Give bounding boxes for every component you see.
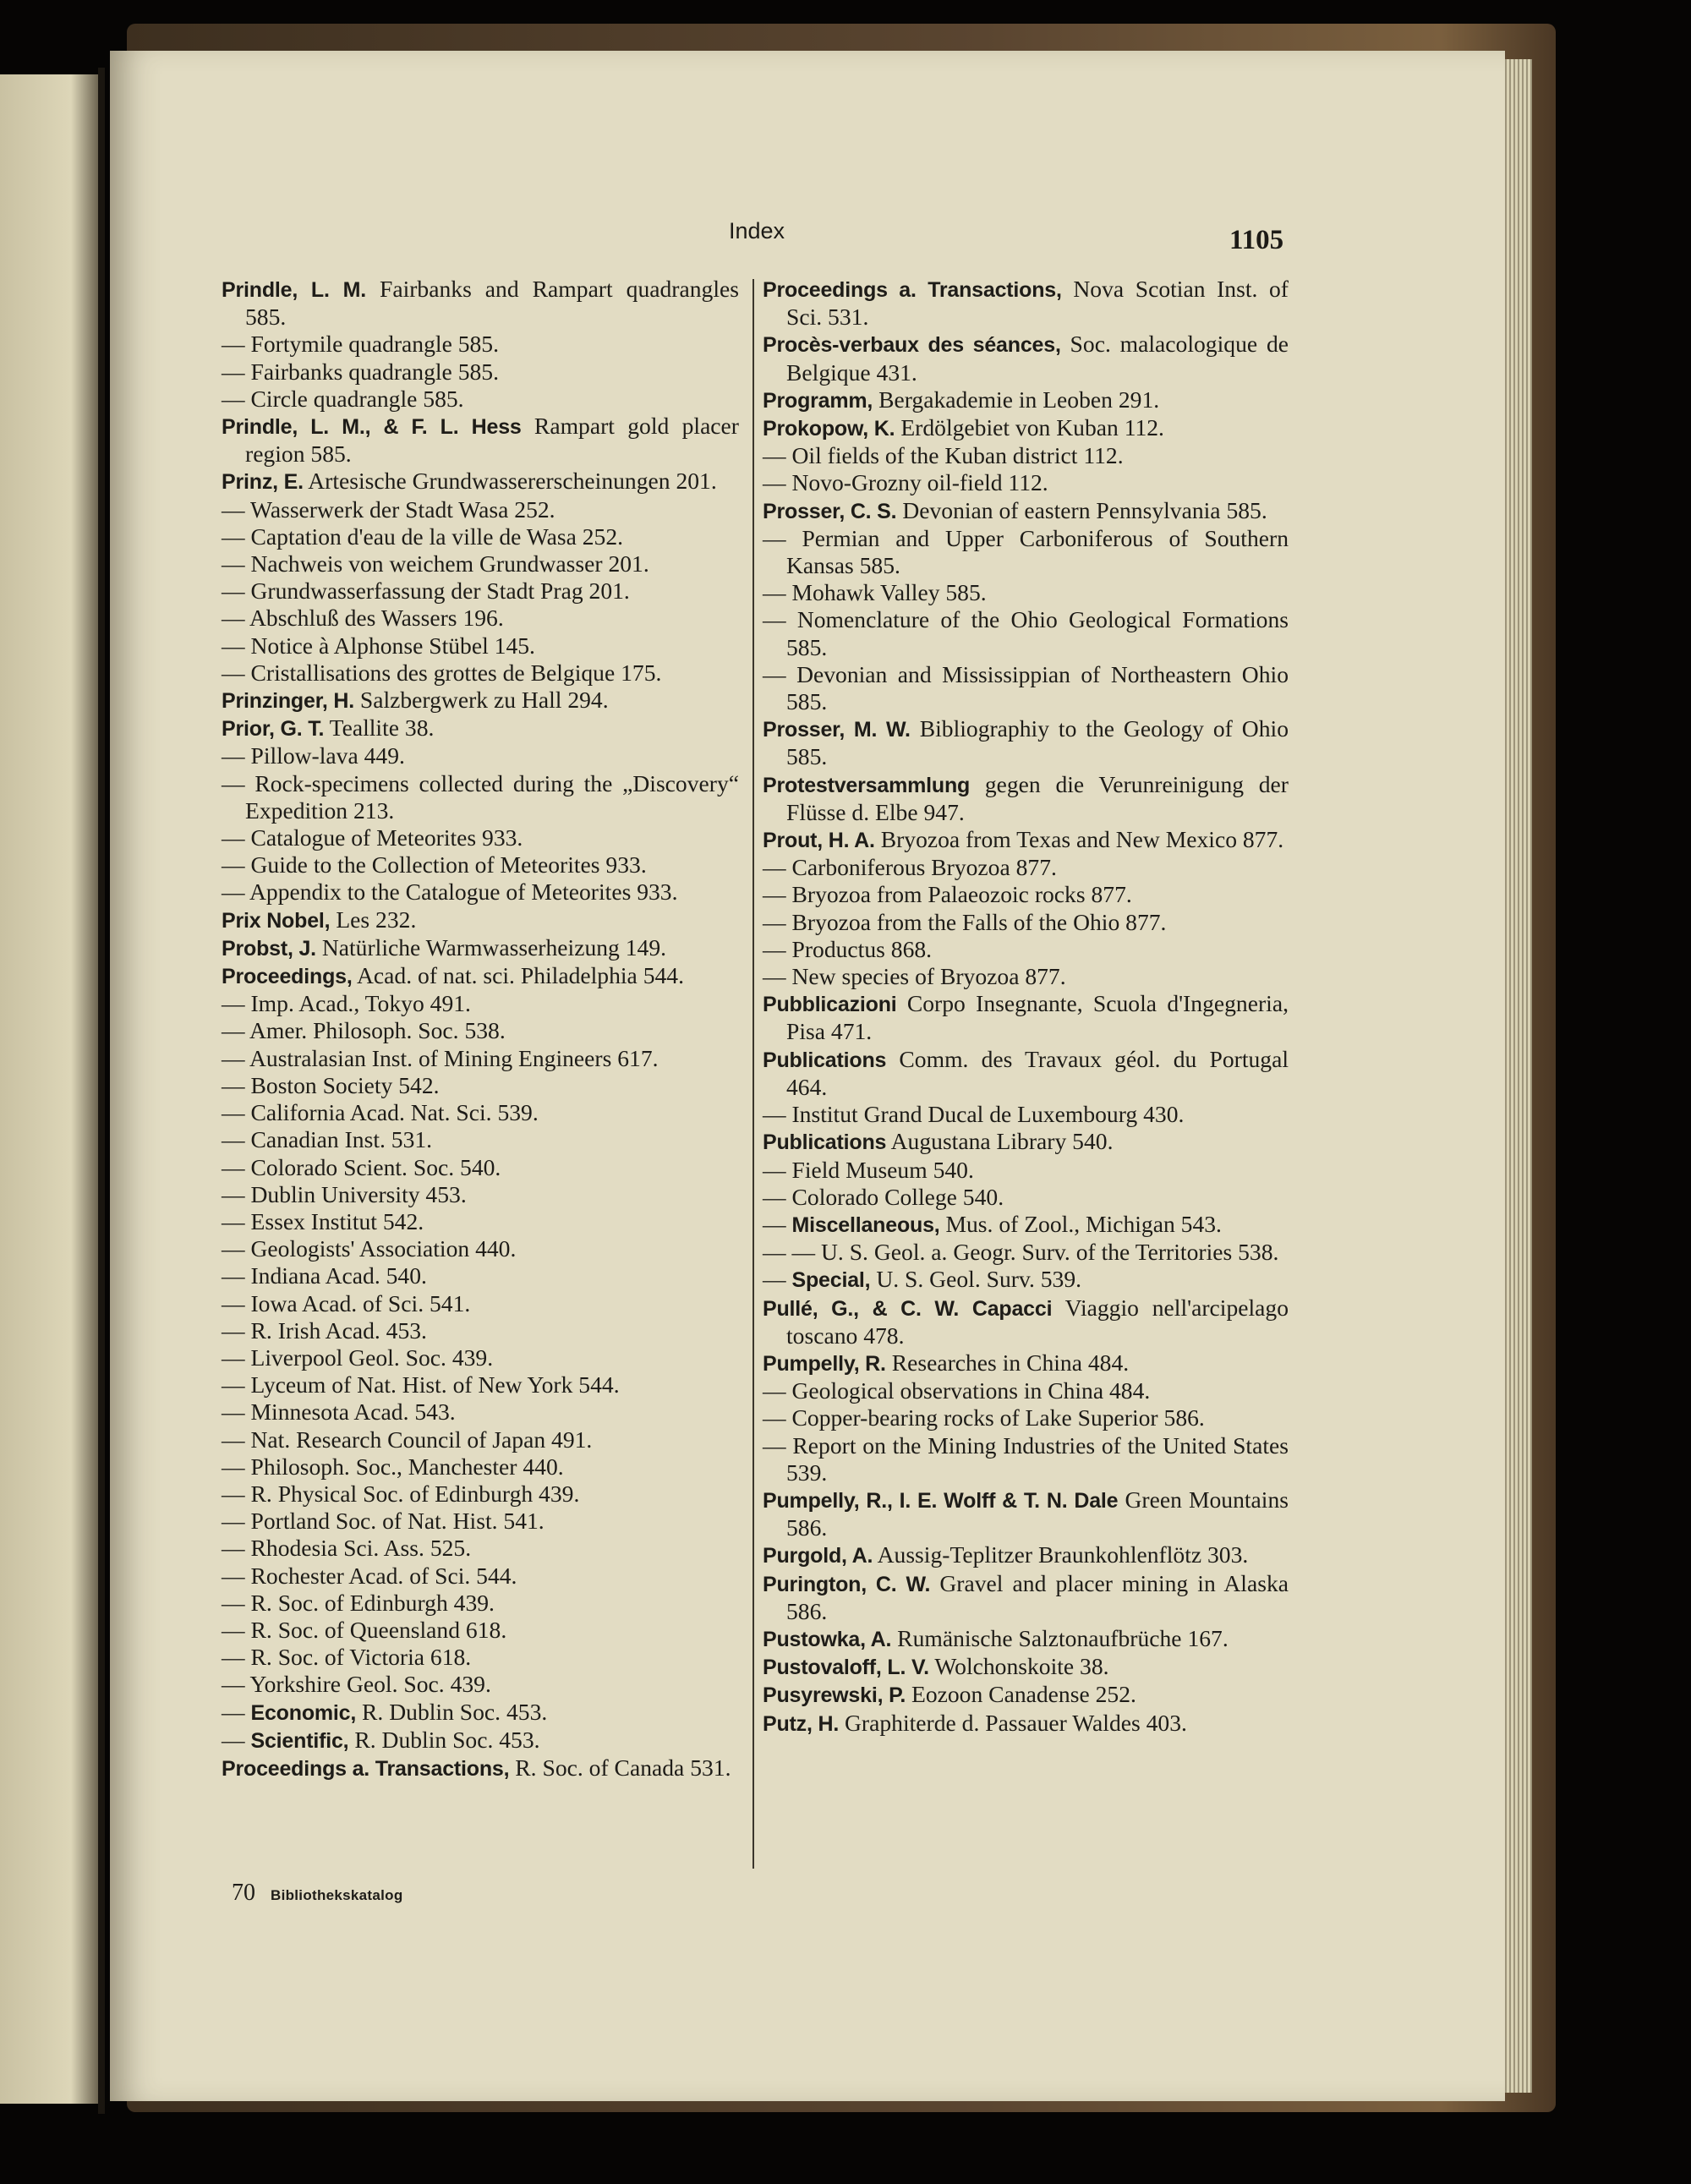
entry-heading: Proceedings, — [222, 965, 353, 989]
entry-heading: Prinzinger, H. — [222, 689, 354, 714]
entry-text: — Minnesota Acad. 543. — [222, 1399, 456, 1426]
index-entry — [222, 1426, 739, 1453]
entry-heading: Prix Nobel, — [222, 908, 331, 933]
index-entry — [222, 824, 739, 851]
entry-text: — Guide to the Collection of Meteorites 933. — [222, 851, 647, 879]
index-entry — [763, 579, 1289, 606]
entry-heading: Proceedings a. Transactions, — [763, 278, 1062, 302]
entry-text: — Carboniferous Bryozoa 877. — [763, 854, 1057, 881]
index-entry — [763, 1710, 1289, 1738]
entry-text: — Rochester Acad. of Sci. 544. — [222, 1562, 517, 1589]
entry-heading: Procès-verbaux des séances, — [763, 333, 1061, 358]
index-entry — [222, 1644, 739, 1671]
index-entry — [222, 934, 739, 962]
entry-text: — Lyceum of Nat. Hist. of New York 544. — [222, 1371, 620, 1399]
entry-text: — Australasian Inst. of Mining Engineers 617. — [222, 1044, 659, 1071]
entry-text: — Oil fields of the Kuban district 112. — [763, 442, 1124, 469]
entry-text: — Pillow-lava 449. — [222, 742, 405, 769]
index-column-left — [222, 276, 739, 1782]
index-entry — [222, 1017, 739, 1044]
index-entry — [763, 469, 1289, 496]
entry-text: Artesische Grundwassererscheinungen 201. — [308, 468, 717, 495]
index-entry — [222, 1453, 739, 1481]
entry-text: Rumänische Salztonaufbrüche 167. — [897, 1624, 1229, 1651]
entry-text: — Essex Institut 542. — [222, 1207, 424, 1234]
index-entry — [222, 1535, 739, 1562]
entry-heading: Miscellaneous, — [791, 1212, 940, 1237]
entry-dash: — — [222, 1726, 251, 1753]
entry-text: — Permian and Upper Carboniferous of Southern Kansas 585. — [763, 524, 1289, 579]
entry-text: R. Soc. of Canada 531. — [515, 1754, 731, 1781]
entry-heading: Pustovaloff, L. V. — [763, 1656, 929, 1680]
index-entry — [222, 1072, 739, 1099]
index-entry — [222, 577, 739, 605]
index-entry — [222, 1727, 739, 1754]
entry-text: — Portland Soc. of Nat. Hist. 541. — [222, 1508, 545, 1535]
entry-text: Les 232. — [336, 906, 417, 933]
index-entry — [222, 1508, 739, 1535]
entry-text: — Productus 868. — [763, 935, 933, 962]
signature-mark: Bibliothekskatalog — [271, 1887, 403, 1903]
entry-text: Bryozoa from Texas and New Mexico 877. — [880, 826, 1284, 853]
entry-text: Teallite 38. — [329, 714, 435, 742]
index-entry — [763, 276, 1289, 331]
column-divider — [752, 279, 754, 1869]
entry-text: Gravel and placer mining in Alaska 586. — [786, 1569, 1289, 1624]
entry-text: — New species of Bryozoa 877. — [763, 963, 1066, 990]
index-entry — [763, 1101, 1289, 1128]
entry-text: — Fortymile quadrangle 585. — [222, 331, 499, 358]
entry-text: Green Mountains 586. — [786, 1486, 1289, 1541]
index-entry — [222, 1045, 739, 1072]
entry-text: — Bryozoa from the Falls of the Ohio 877. — [763, 908, 1167, 935]
entry-heading: Pubblicazioni — [763, 993, 897, 1017]
entry-text: — R. Soc. of Victoria 618. — [222, 1644, 472, 1671]
page-footer — [232, 1880, 403, 1907]
index-entry — [222, 359, 739, 386]
index-entry — [222, 1671, 739, 1698]
entry-text: Salzbergwerk zu Hall 294. — [359, 687, 609, 714]
entry-text: Corpo Insegnante, Scuola d'Ingegneria, Pisa 471. — [786, 990, 1289, 1045]
entry-heading: Special, — [791, 1268, 871, 1293]
index-entry — [222, 742, 739, 769]
index-entry — [222, 1590, 739, 1617]
entry-text: — Rock-specimens collected during the „Discovery“ Expedition 213. — [222, 769, 739, 824]
index-entry — [222, 1099, 739, 1126]
entry-heading: Publications — [763, 1048, 887, 1072]
entry-text: — Nomenclature of the Ohio Geological Formations 585. — [763, 606, 1289, 660]
entry-text: — R. Soc. of Edinburgh 439. — [222, 1589, 495, 1616]
entry-dash: — — [222, 1698, 251, 1725]
index-entry — [763, 1377, 1289, 1404]
index-entry — [222, 1317, 739, 1344]
index-entry — [222, 1154, 739, 1181]
index-entry — [763, 1681, 1289, 1709]
index-entry — [222, 605, 739, 632]
index-entry — [222, 962, 739, 990]
index-entry — [222, 550, 739, 577]
index-entry — [763, 1541, 1289, 1569]
index-entry — [763, 1266, 1289, 1294]
index-entry — [763, 881, 1289, 908]
entry-heading: Publications — [763, 1130, 887, 1155]
entry-text: — Mohawk Valley 585. — [763, 579, 987, 606]
entry-heading: Prokopow, K. — [763, 417, 895, 441]
entry-heading: Proceedings a. Transactions, — [222, 1756, 510, 1781]
index-entry — [763, 1486, 1289, 1541]
entry-text: — Indiana Acad. 540. — [222, 1262, 427, 1289]
index-entry — [763, 386, 1289, 414]
entry-heading: Pusyrewski, P. — [763, 1683, 906, 1708]
left-page-edge — [0, 74, 101, 2104]
entry-text: — Wasserwerk der Stadt Wasa 252. — [222, 495, 555, 523]
entry-heading: Scientific, — [250, 1728, 349, 1753]
entry-text: — Colorado College 540. — [763, 1183, 1004, 1210]
index-entry — [222, 276, 739, 331]
entry-text: — R. Irish Acad. 453. — [222, 1316, 427, 1344]
entry-text: — Copper-bearing rocks of Lake Superior 586. — [763, 1404, 1205, 1431]
index-entry — [222, 879, 739, 906]
index-entry — [222, 523, 739, 550]
entry-heading: Prout, H. A. — [763, 829, 875, 853]
entry-text: — Abschluß des Wassers 196. — [222, 605, 504, 632]
index-entry — [763, 414, 1289, 442]
entry-text: — Field Museum 540. — [763, 1156, 974, 1183]
entry-text: R. Dublin Soc. 453. — [362, 1698, 548, 1725]
entry-text: — R. Soc. of Queensland 618. — [222, 1616, 507, 1643]
entry-text: — — U. S. Geol. a. Geogr. Surv. of the Territories 538. — [763, 1239, 1279, 1266]
entry-text: — Iowa Acad. of Sci. 541. — [222, 1289, 471, 1316]
index-entry — [763, 1349, 1289, 1377]
index-entry — [763, 1157, 1289, 1184]
index-entry — [222, 1235, 739, 1262]
entry-text: Bergakademie in Leoben 291. — [878, 386, 1160, 413]
entry-text: Graphiterde d. Passauer Waldes 403. — [844, 1709, 1187, 1736]
entry-text: — Appendix to the Catalogue of Meteorites 933. — [222, 879, 678, 906]
index-entry — [222, 1563, 739, 1590]
entry-text: Augustana Library 540. — [890, 1128, 1114, 1155]
index-entry — [763, 1570, 1289, 1625]
entry-heading: Pumpelly, R., I. E. Wolff & T. N. Dale — [763, 1488, 1119, 1513]
entry-text: — Yorkshire Geol. Soc. 439. — [222, 1671, 491, 1698]
entry-heading: Purington, C. W. — [763, 1572, 931, 1596]
entry-text: — Boston Society 542. — [222, 1071, 440, 1098]
entry-text: Natürliche Warmwasserheizung 149. — [321, 933, 667, 961]
index-entry — [763, 1625, 1289, 1653]
entry-text: — Institut Grand Ducal de Luxembourg 430. — [763, 1101, 1185, 1128]
entry-text: — Amer. Philosoph. Soc. 538. — [222, 1017, 506, 1044]
index-entry — [222, 770, 739, 824]
entry-text: Researches in China 484. — [891, 1349, 1130, 1376]
entry-text: — Catalogue of Meteorites 933. — [222, 824, 523, 851]
entry-text: Bibliographiy to the Geology of Ohio 585. — [786, 715, 1289, 770]
index-entry — [222, 660, 739, 687]
index-entry — [763, 990, 1289, 1045]
entry-text: Nova Scotian Inst. of Sci. 531. — [786, 276, 1289, 331]
page-number: 1105 — [1229, 225, 1284, 255]
entry-dash: — — [763, 1210, 792, 1237]
index-entry — [222, 1181, 739, 1208]
entry-text: — Captation d'eau de la ville de Wasa 252. — [222, 523, 624, 550]
entry-text: — Imp. Acad., Tokyo 491. — [222, 990, 471, 1017]
index-entry — [763, 1184, 1289, 1211]
entry-text: Eozoon Canadense 252. — [911, 1681, 1136, 1708]
index-entry — [763, 1046, 1289, 1101]
entry-heading: Prior, G. T. — [222, 717, 325, 742]
entry-heading: Probst, J. — [222, 936, 316, 961]
entry-text: — Dublin University 453. — [222, 1180, 467, 1207]
entry-text: — Nachweis von weichem Grundwasser 201. — [222, 550, 649, 577]
entry-text: Soc. malacologique de Belgique 431. — [786, 331, 1289, 386]
index-entry — [222, 1481, 739, 1508]
entry-text: — California Acad. Nat. Sci. 539. — [222, 1099, 539, 1126]
entry-text: Rampart gold placer region 585. — [245, 413, 739, 468]
index-entry — [763, 661, 1289, 715]
index-entry — [222, 1290, 739, 1317]
entry-text: — Nat. Research Council of Japan 491. — [222, 1426, 593, 1453]
entry-heading: Prindle, L. M. — [222, 278, 366, 302]
entry-text: Aussig-Teplitzer Braunkohlenflötz 303. — [877, 1541, 1249, 1568]
entry-text: Viaggio nell'arcipelago toscano 478. — [786, 1294, 1289, 1349]
index-entry — [763, 854, 1289, 881]
entry-text: — Rhodesia Sci. Ass. 525. — [222, 1535, 472, 1562]
entry-text: — Geologists' Association 440. — [222, 1235, 517, 1262]
entry-text: — Canadian Inst. 531. — [222, 1126, 433, 1153]
index-entry — [222, 714, 739, 742]
entry-heading: Protestversammlung — [763, 773, 971, 797]
index-entry — [763, 909, 1289, 936]
index-entry — [763, 442, 1289, 469]
index-entry — [222, 413, 739, 468]
entry-text: Devonian of eastern Pennsylvania 585. — [902, 496, 1267, 523]
index-entry — [222, 1399, 739, 1426]
entry-dash: — — [763, 1266, 792, 1293]
index-entry — [222, 851, 739, 879]
entry-text: Mus. of Zool., Michigan 543. — [945, 1210, 1222, 1237]
entry-text: R. Dublin Soc. 453. — [354, 1726, 540, 1753]
entry-heading: Pullé, G., & C. W. Capacci — [763, 1296, 1053, 1321]
index-entry — [222, 331, 739, 358]
index-entry — [222, 1208, 739, 1235]
index-entry — [763, 1295, 1289, 1349]
index-entry — [222, 1617, 739, 1644]
entry-text: — Colorado Scient. Soc. 540. — [222, 1153, 501, 1180]
entry-text: — Novo-Grozny oil-field 112. — [763, 469, 1048, 496]
entry-heading: Pumpelly, R. — [763, 1351, 886, 1376]
index-entry — [763, 1211, 1289, 1239]
index-entry — [763, 525, 1289, 579]
running-head: Index — [729, 218, 785, 244]
index-entry — [222, 1126, 739, 1153]
index-entry — [763, 1653, 1289, 1681]
entry-text: — Grundwasserfassung der Stadt Prag 201. — [222, 577, 630, 605]
entry-heading: Prosser, M. W. — [763, 718, 911, 742]
entry-text: — Fairbanks quadrangle 585. — [222, 358, 499, 385]
index-entry — [222, 906, 739, 934]
entry-text: — Circle quadrangle 585. — [222, 385, 464, 412]
index-entry — [222, 468, 739, 495]
index-entry — [222, 990, 739, 1017]
entry-heading: Prinz, E. — [222, 470, 304, 495]
entry-text: — R. Physical Soc. of Edinburgh 439. — [222, 1480, 580, 1507]
entry-text: — Notice à Alphonse Stübel 145. — [222, 632, 535, 659]
entry-text: Wolchonskoite 38. — [934, 1653, 1109, 1680]
index-entry — [763, 936, 1289, 963]
entry-text: Erdölgebiet von Kuban 112. — [900, 414, 1164, 441]
entry-heading: Prindle, L. M., & F. L. Hess — [222, 415, 522, 440]
entry-text: — Cristallisations des grottes de Belgique 175. — [222, 659, 662, 686]
entry-text: U. S. Geol. Surv. 539. — [876, 1266, 1082, 1293]
entry-text: gegen die Verunreinigung der Flüsse d. Elbe 947. — [786, 770, 1289, 825]
index-entry — [763, 606, 1289, 660]
entry-heading: Pustowka, A. — [763, 1627, 892, 1651]
entry-heading: Economic, — [250, 1700, 357, 1725]
index-entry — [763, 331, 1289, 386]
index-entry — [763, 497, 1289, 525]
index-entry — [222, 1262, 739, 1289]
index-entry — [222, 687, 739, 714]
book-spine — [98, 68, 105, 2114]
index-entry — [763, 1239, 1289, 1266]
entry-text: Fairbanks and Rampart quadrangles 585. — [245, 276, 739, 331]
entry-text: — Liverpool Geol. Soc. 439. — [222, 1344, 494, 1371]
index-entry — [222, 1699, 739, 1727]
entry-text: Comm. des Travaux géol. du Portugal 464. — [786, 1045, 1289, 1100]
index-entry — [222, 632, 739, 660]
index-entry — [763, 771, 1289, 826]
index-entry — [763, 1404, 1289, 1431]
index-entry — [763, 1432, 1289, 1486]
entry-heading: Prosser, C. S. — [763, 499, 897, 523]
entry-text: Acad. of nat. sci. Philadelphia 544. — [357, 962, 684, 989]
entry-text: — Report on the Mining Industries of the United States 539. — [763, 1431, 1289, 1486]
index-entry — [763, 1128, 1289, 1156]
index-entry — [222, 386, 739, 413]
index-entry — [763, 826, 1289, 854]
entry-text: — Philosoph. Soc., Manchester 440. — [222, 1453, 564, 1480]
entry-heading: Purgold, A. — [763, 1544, 873, 1568]
index-entry — [763, 963, 1289, 990]
index-entry — [222, 1754, 739, 1782]
entry-text: — Bryozoa from Palaeozoic rocks 877. — [763, 881, 1132, 908]
index-entry — [222, 1371, 739, 1399]
entry-text: — Geological observations in China 484. — [763, 1377, 1151, 1404]
entry-heading: Putz, H. — [763, 1711, 840, 1736]
index-entry — [222, 496, 739, 523]
entry-heading: Programm, — [763, 388, 873, 413]
index-column-right — [763, 276, 1289, 1738]
index-entry — [763, 715, 1289, 770]
entry-text: — Devonian and Mississippian of Northeastern Ohio 585. — [763, 660, 1289, 715]
index-entry — [222, 1344, 739, 1371]
sheet-number: 70 — [232, 1880, 255, 1906]
